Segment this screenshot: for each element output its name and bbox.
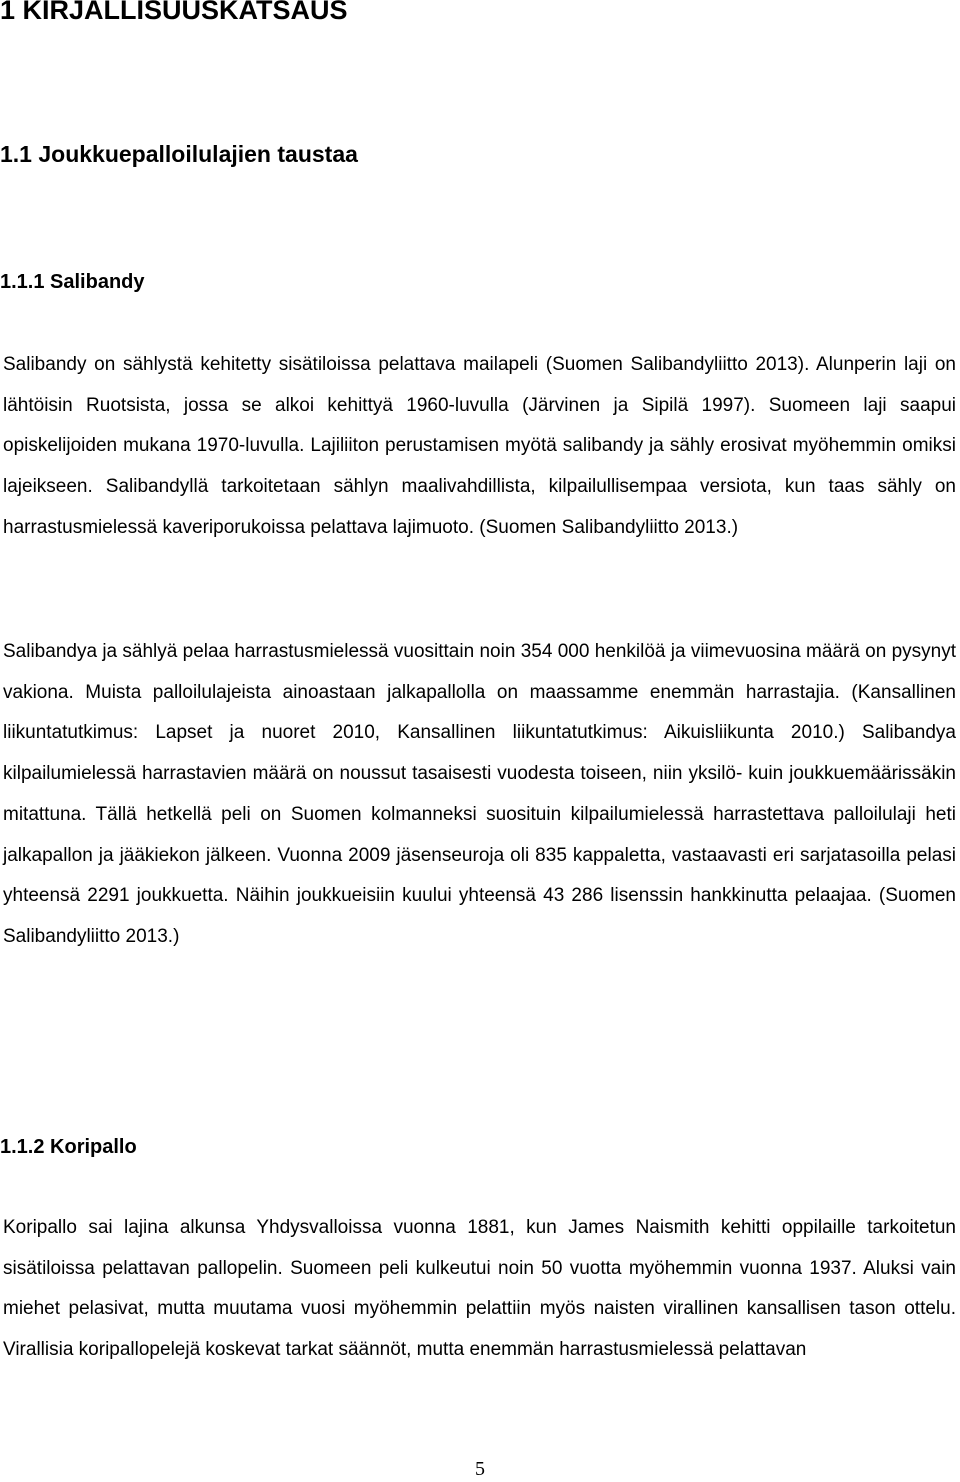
paragraph-koripallo-intro: Koripallo sai lajina alkunsa Yhdysvalloissa vuonna 1881, kun James Naismith kehitti oppilaille tarkoitetun sisätiloissa pelattavan pallopelin. Suomeen peli kulkeutui noin 50 vuotta myöhemmin vuonna 1937. Aluksi vain miehet pelasivat, mutta muutama vuosi myöhemmin pelattiin myös naisten virallinen kansallisen tason ottelu. Virallisia koripallopelejä koskevat tarkat säännöt, mutta enemmän harrastusmielessä pelattavan [3,1217,956,1361]
chapter-heading: 1 KIRJALLISUUSKATSAUS [0,0,348,25]
subsection-heading-koripallo: 1.1.2 Koripallo [0,1136,137,1158]
subsection-heading-salibandy: 1.1.1 Salibandy [0,271,145,293]
paragraph-salibandy-statistics: Salibandya ja sählyä pelaa harrastusmielessä vuosittain noin 354 000 henkilöä ja viimevuosina määrä on pysynyt vakiona. Muista palloilulajeista ainoastaan jalkapallolla on maassamme enemmän harrastajia. (Kansallinen liikuntatutkimus: Lapset ja nuoret 2010, Kansallinen liikuntatutkimus: Aikuisliikunta 2010.) Salibandya kilpailumielessä harrastavien määrä on noussut tasaisesti vuodesta toiseen, niin yksilö- kuin joukkuemäärissäkin mitattuna. Tällä hetkellä peli on Suomen kolmanneksi suosituin kilpailumielessä harrastettava palloilulaji heti jalkapallon ja jääkiekon jälkeen. Vuonna 2009 jäsenseuroja oli 835 kappaletta, vastaavasti eri sarjatasoilla pelasi yhteensä 2291 joukkuetta. Näihin joukkueisiin kuului yhteensä 43 286 lisenssin hankkinutta pelaajaa. (Suomen Salibandyliitto 2013.) [3,641,956,947]
section-heading: 1.1 Joukkuepalloilulajien taustaa [0,141,358,167]
page-number: 5 [475,1458,485,1480]
paragraph-salibandy-intro: Salibandy on sählystä kehitetty sisätiloissa pelattava mailapeli (Suomen Salibandyliitto 2013). Alunperin laji on lähtöisin Ruotsista, jossa se alkoi kehittyä 1960-luvulla (Järvinen ja Sipilä 1997). Suomeen laji saapui opiskelijoiden mukana 1970-luvulla. Lajiliiton perustamisen myötä salibandy ja sähly erosivat myöhemmin omiksi lajeikseen. Salibandyllä tarkoitetaan sählyn maalivahdillista, kilpailullisempaa versiota, kun taas sähly on harrastusmielessä kaveriporukoissa pelattava lajimuoto. (Suomen Salibandyliitto 2013.) [3,354,956,538]
